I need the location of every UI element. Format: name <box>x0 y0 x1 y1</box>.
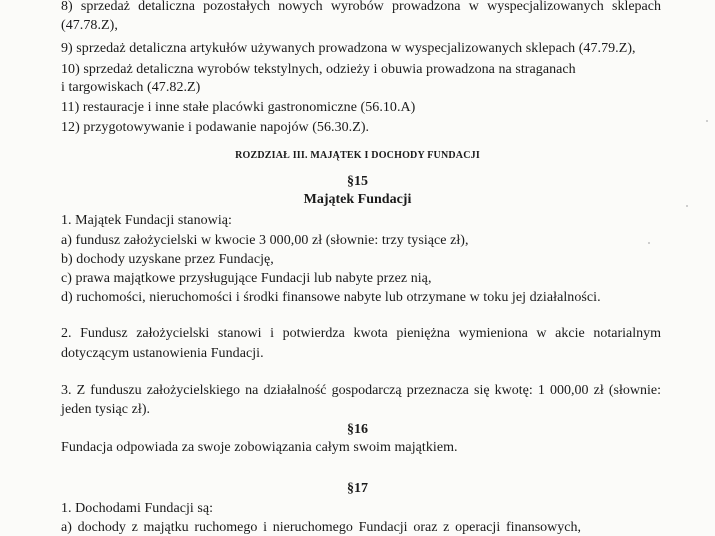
section-15-para-2-line-1: 2. Fundusz założycielski stanowi i potwierdza kwota pieniężna wymieniona w akcie notarialnym <box>61 326 661 341</box>
scan-speck <box>686 205 688 207</box>
section-16-number: §16 <box>347 422 368 437</box>
list-item-8: 8) sprzedaż detaliczna pozostałych nowych wyrobów prowadzona w wyspecjalizowanych sklepach <box>61 0 661 14</box>
section-15-number: §15 <box>347 174 368 189</box>
section-15-item-d: d) ruchomości, nieruchomości i środki finansowe nabyte lub otrzymane w toku jej działalności. <box>61 290 601 305</box>
section-17-intro: 1. Dochodami Fundacji są: <box>61 501 214 516</box>
section-15-item-a: a) fundusz założycielski w kwocie 3 000,00 zł (słownie: trzy tysiące zł), <box>61 233 469 248</box>
section-16-text: Fundacja odpowiada za swoje zobowiązania całym swoim majątkiem. <box>61 440 458 455</box>
section-17-number: §17 <box>347 481 368 496</box>
scan-speck <box>648 242 650 244</box>
list-item-10: 10) sprzedaż detaliczna wyrobów tekstylnych, odzieży i obuwia prowadzona na straganach <box>61 62 576 77</box>
scan-speck <box>706 120 708 122</box>
list-item-12: 12) przygotowywanie i podawanie napojów (56.30.Z). <box>61 120 370 135</box>
section-17-item-a: a) dochody z majątku ruchomego i nieruchomego Fundacji oraz z operacji finansowych, <box>61 520 581 535</box>
list-item-10-cont: i targowiskach (47.82.Z) <box>61 80 201 95</box>
chapter-heading: ROZDZIAŁ III. MAJĄTEK I DOCHODY FUNDACJI <box>235 150 480 161</box>
list-item-11: 11) restauracje i inne stałe placówki gastronomiczne (56.10.A) <box>61 100 416 115</box>
section-15-para-2-line-2: dotyczącym ustanowienia Fundacji. <box>61 346 264 361</box>
section-15-item-b: b) dochody uzyskane przez Fundację, <box>61 252 274 267</box>
section-15-intro: 1. Majątek Fundacji stanowią: <box>61 213 232 228</box>
section-15-para-3-line-2: jeden tysiąc zł). <box>61 402 151 417</box>
section-15-item-c: c) prawa majątkowe przysługujące Fundacji lub nabyte przez nią, <box>61 271 432 286</box>
list-item-8-code: (47.78.Z), <box>61 18 118 33</box>
section-15-para-3-line-1: 3. Z funduszu założycielskiego na działalność gospodarczą przeznacza się kwotę: 1 000,00 zł (słownie: <box>61 383 661 398</box>
section-15-title: Majątek Fundacji <box>303 192 412 207</box>
list-item-9: 9) sprzedaż detaliczna artykułów używanych prowadzona w wyspecjalizowanych sklepach (47.79.Z), <box>61 41 636 56</box>
